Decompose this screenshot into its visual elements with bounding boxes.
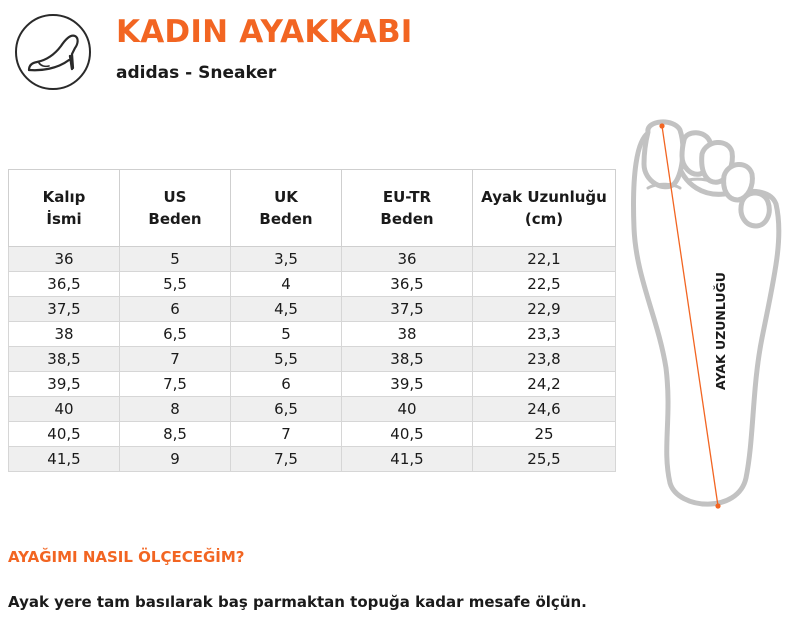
table-row <box>9 447 616 472</box>
column-header-uk: UK Beden <box>231 170 342 247</box>
table-row <box>9 347 616 372</box>
table-cell: 23,3 <box>473 322 616 347</box>
page-title: KADIN AYAKKABI <box>116 14 413 50</box>
table-cell: 38 <box>342 322 473 347</box>
column-header-foot-length: Ayak Uzunluğu (cm) <box>473 170 616 247</box>
foot-measurement-diagram <box>628 118 788 522</box>
table-cell: 23,8 <box>473 347 616 372</box>
table-cell: 8,5 <box>120 422 231 447</box>
table-cell: 6,5 <box>231 397 342 422</box>
column-header-eu-tr: EU-TR Beden <box>342 170 473 247</box>
table-cell: 25,5 <box>473 447 616 472</box>
table-row <box>9 322 616 347</box>
table-header-row <box>9 170 616 247</box>
table-cell: 22,5 <box>473 272 616 297</box>
table-cell: 36 <box>9 247 120 272</box>
size-chart-table <box>8 169 616 472</box>
table-cell: 3,5 <box>231 247 342 272</box>
table-cell: 7 <box>231 422 342 447</box>
table-cell: 6 <box>120 297 231 322</box>
table-cell: 36 <box>342 247 473 272</box>
table-cell: 40,5 <box>9 422 120 447</box>
foot-length-label: AYAK UZUNLUĞU <box>713 272 728 390</box>
table-cell: 24,6 <box>473 397 616 422</box>
table-cell: 40 <box>342 397 473 422</box>
table-cell: 40,5 <box>342 422 473 447</box>
column-header-us: US Beden <box>120 170 231 247</box>
table-cell: 5,5 <box>231 347 342 372</box>
table-cell: 37,5 <box>342 297 473 322</box>
table-cell: 5,5 <box>120 272 231 297</box>
high-heel-shoe-icon <box>15 14 91 90</box>
table-cell: 6,5 <box>120 322 231 347</box>
table-cell: 39,5 <box>9 372 120 397</box>
table-row <box>9 372 616 397</box>
length-end-dot <box>715 503 720 508</box>
table-row <box>9 422 616 447</box>
table-cell: 4,5 <box>231 297 342 322</box>
table-cell: 25 <box>473 422 616 447</box>
table-cell: 22,9 <box>473 297 616 322</box>
table-cell: 38,5 <box>9 347 120 372</box>
table-cell: 7,5 <box>120 372 231 397</box>
table-cell: 8 <box>120 397 231 422</box>
table-row <box>9 397 616 422</box>
table-row <box>9 247 616 272</box>
table-row <box>9 297 616 322</box>
table-cell: 5 <box>231 322 342 347</box>
table-cell: 36,5 <box>9 272 120 297</box>
brand-subtitle: adidas - Sneaker <box>116 63 277 83</box>
table-cell: 7,5 <box>231 447 342 472</box>
measure-instructions: Ayak yere tam basılarak baş parmaktan topuğa kadar mesafe ölçün. <box>8 593 587 611</box>
table-cell: 39,5 <box>342 372 473 397</box>
table-cell: 4 <box>231 272 342 297</box>
table-cell: 37,5 <box>9 297 120 322</box>
table-cell: 7 <box>120 347 231 372</box>
table-cell: 40 <box>9 397 120 422</box>
table-cell: 41,5 <box>342 447 473 472</box>
length-start-dot <box>659 123 664 128</box>
table-cell: 38 <box>9 322 120 347</box>
table-cell: 6 <box>231 372 342 397</box>
column-header-kalip: Kalıp İsmi <box>9 170 120 247</box>
table-cell: 24,2 <box>473 372 616 397</box>
table-cell: 22,1 <box>473 247 616 272</box>
measure-question: AYAĞIMI NASIL ÖLÇECEĞİM? <box>8 548 245 566</box>
table-cell: 36,5 <box>342 272 473 297</box>
table-row <box>9 272 616 297</box>
table-cell: 5 <box>120 247 231 272</box>
table-cell: 38,5 <box>342 347 473 372</box>
table-cell: 41,5 <box>9 447 120 472</box>
table-cell: 9 <box>120 447 231 472</box>
